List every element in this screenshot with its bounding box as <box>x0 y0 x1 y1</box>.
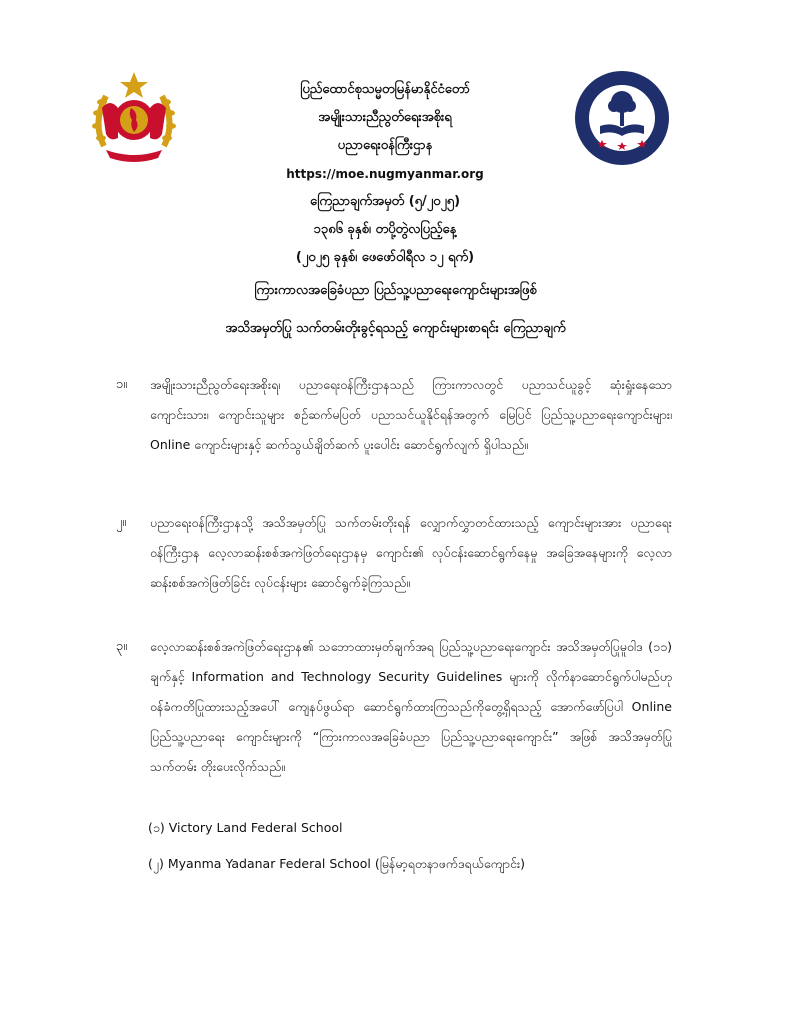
ministry-logo-icon <box>572 68 672 168</box>
paragraph-number: ၂။ <box>116 515 127 530</box>
paragraph-2 <box>116 508 672 598</box>
date-gregorian: (၂၀၂၅ ခုနှစ်၊ ဖေဖော်ဝါရီလ ၁၂ ရက်) <box>295 250 475 265</box>
website-url: https://moe.nugmyanmar.org <box>286 167 484 181</box>
paragraph-number: ၁။ <box>116 377 128 392</box>
state-emblem-icon <box>84 68 184 168</box>
paragraph-text: ပညာရေးဝန်ကြီးဌာနသို့ အသိအမှတ်ပြု သက်တမ်းတိုးရန် လျှောက်လွှာတင်ထားသည့် ကျောင်းများအား ပညာရေးဝန်ကြီးဌာန လေ့လာဆန်းစစ်အကဲဖြတ်ရေးဌာနမှ ကျောင်း၏ လုပ်ငန်းဆောင်ရွက်နေမှု အခြေအနေများကို လေ့လာဆန်းစစ်အကဲဖြတ်ခြင်း လုပ်ငန်းများ ဆောင်ရွက်ခဲ့ကြသည်။ <box>150 515 672 590</box>
date-myanmar: ၁၃၈၆ ခုနှစ်၊ တပို့တွဲလပြည့်နေ့ <box>313 222 457 237</box>
paragraph-text: အမျိုးသားညီညွတ်ရေးအစိုးရ၊ ပညာရေးဝန်ကြီးဌာနသည် ကြားကာလတွင် ပညာသင်ယူခွင့် ဆုံးရှုံးနေသော ကျောင်းသား၊ ကျောင်းသူများ စဉ်ဆက်မပြတ် ပညာသင်ယူနိုင်ရန်အတွက် မြေပြင် ပြည်သူ့ပညာရေးကျောင်းများ၊ Online ကျောင်းများနှင့် ဆက်သွယ်ချိတ်ဆက် ပူးပေါင်း ဆောင်ရွက်လျက် ရှိပါသည်။ <box>150 377 672 452</box>
school-list-item: (၂) Myanma Yadanar Federal School (မြန်မာ့ရတနာဖက်ဒရယ်ကျောင်း) <box>148 856 525 871</box>
announcement-number: ကြေညာချက်အမှတ် (၅/၂၀၂၅) <box>309 194 461 209</box>
ministry-name: ပညာရေးဝန်ကြီးဌာန <box>337 138 433 153</box>
state-name: ပြည်ထောင်စုသမ္မတမြန်မာနိုင်ငံတော် <box>300 82 470 97</box>
letterhead <box>210 76 560 272</box>
paragraph-text: လေ့လာဆန်းစစ်အကဲဖြတ်ရေးဌာန၏ သဘောထားမှတ်ချက်အရ ပြည်သူ့ပညာရေးကျောင်း အသိအမှတ်ပြုမူဝါဒ (၁၁) ချက်နှင့် Information and Technology Security Guidelines များကို လိုက်နာဆောင်ရွက်ပါမည်ဟု ဝန်ခံကတိပြုထားသည့်အပေါ် ကျေနပ်ဖွယ်ရာ ဆောင်ရွက်ထားကြသည်ကိုတွေ့ရှိရသည့် အောက်ဖော်ပြပါ Online ပြည်သူ့ပညာရေး ကျောင်းများကို “ကြားကာလအခြေခံပညာ ပြည်သူ့ပညာရေးကျောင်း” အဖြစ် အသိအမှတ်ပြု သက်တမ်း တိုးပေးလိုက်သည်။ <box>150 639 672 774</box>
paragraph-3 <box>116 632 672 782</box>
document-title-line-2: အသိအမှတ်ပြု သက်တမ်းတိုးခွင့်ရသည့် ကျောင်းများစာရင်း ကြေညာချက် <box>225 321 566 336</box>
government-name: အမျိုးသားညီညွတ်ရေးအစိုးရ <box>318 110 452 125</box>
document-title-line-1: ကြားကာလအခြေခံပညာ ပြည်သူ့ပညာရေးကျောင်းများအဖြစ် <box>254 283 537 298</box>
paragraph-1 <box>116 370 672 460</box>
school-list-item: (၁) Victory Land Federal School <box>148 820 343 835</box>
paragraph-number: ၃။ <box>116 639 128 654</box>
